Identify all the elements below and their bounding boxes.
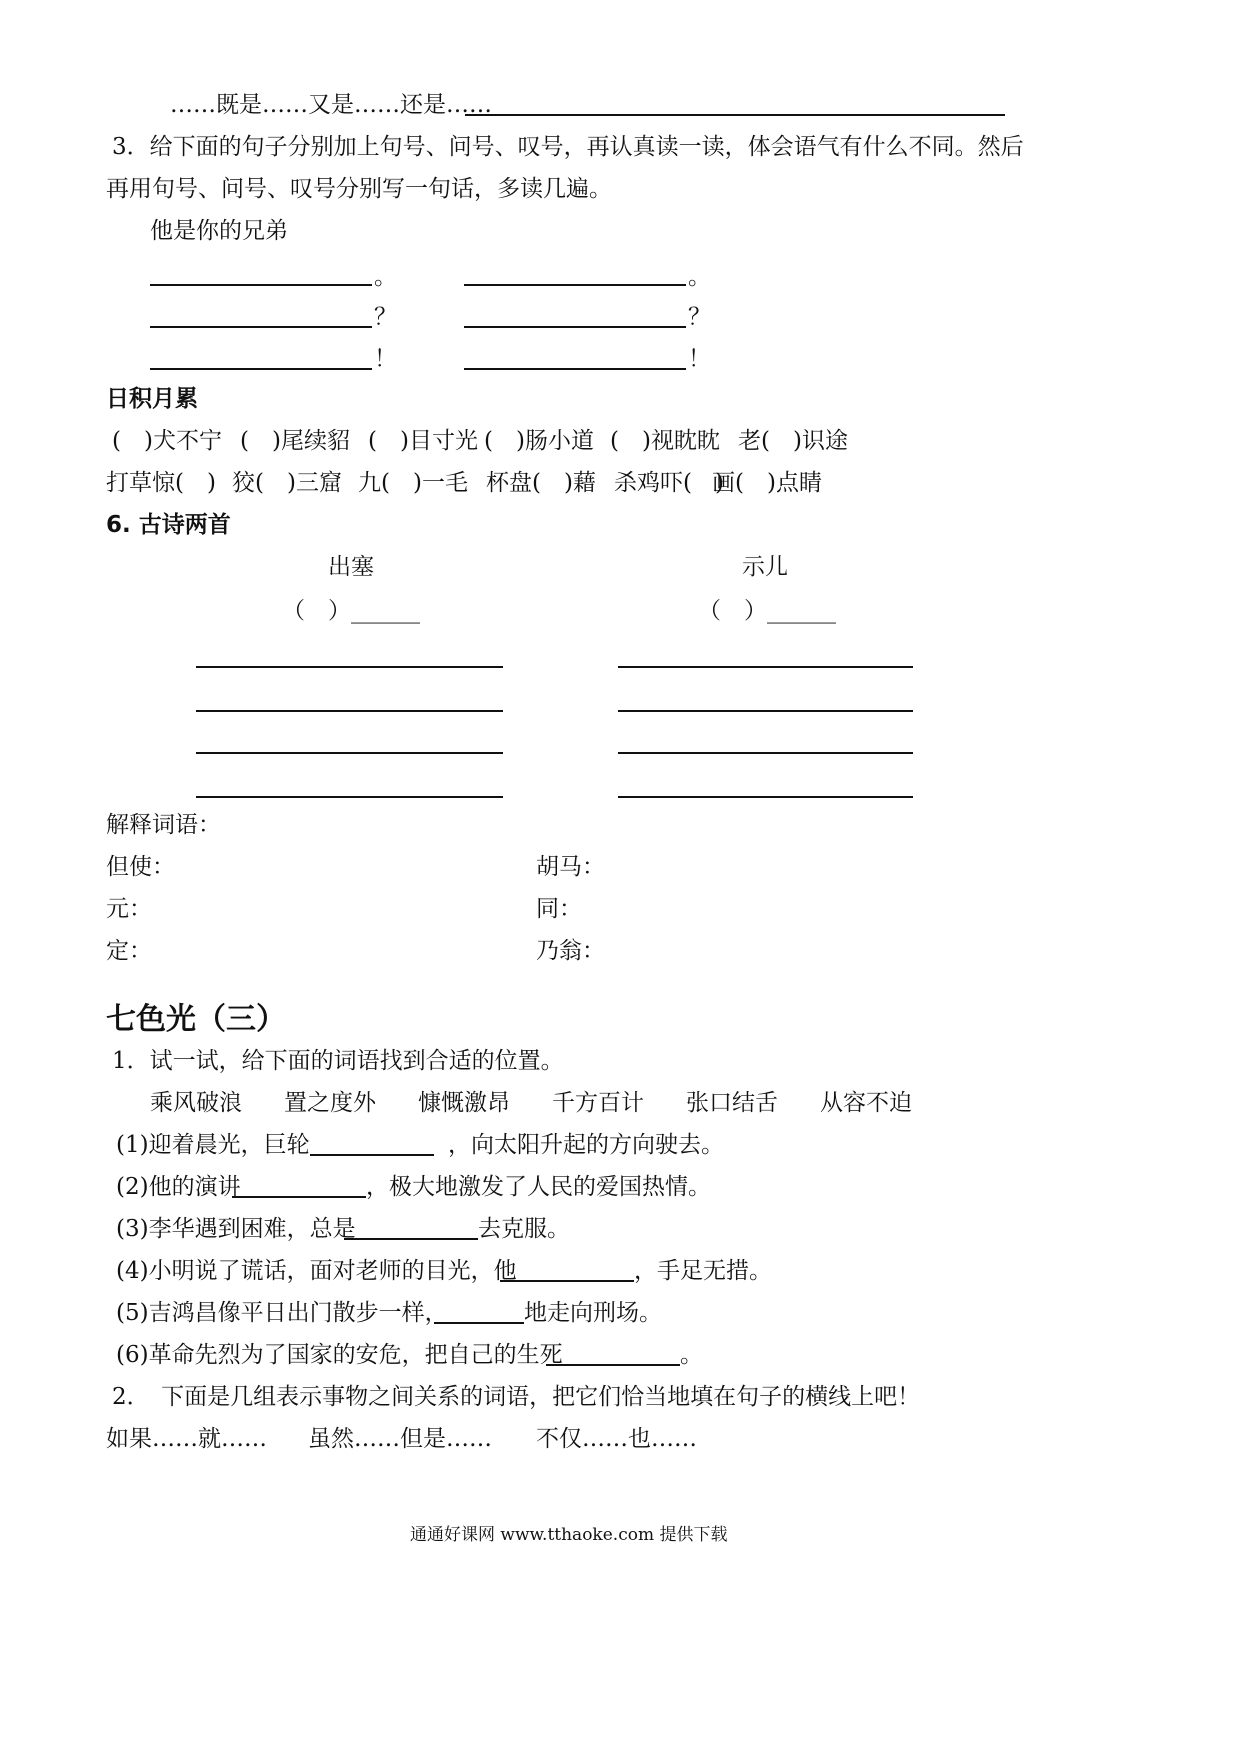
answer-line[interactable] [465, 114, 1005, 116]
q3-text-1: 3．给下面的句子分别加上句号、问号、叹号，再认真读一读，体会语气有什么不同。然后 [112, 134, 1024, 160]
answer-line[interactable] [150, 368, 372, 370]
word-choice: 慷慨激昂 [418, 1090, 510, 1116]
sentence-5-end: 地走向刑场。 [524, 1300, 662, 1326]
explain-label: 解释词语： [106, 812, 221, 838]
idiom-item: ( )肠小道 [484, 428, 594, 454]
blank-2[interactable] [232, 1196, 366, 1198]
poem-line[interactable] [196, 796, 503, 798]
poem-author-left: （ ）______ [282, 598, 420, 624]
section-title-qisheguang: 七色光（三） [106, 1002, 286, 1037]
blank-3[interactable] [344, 1238, 478, 1240]
explain-term: 定： [106, 938, 152, 964]
explain-term: 胡马： [536, 854, 605, 880]
poem-author-right: （ ）______ [698, 598, 836, 624]
explain-term: 元： [106, 896, 152, 922]
question-mark: ？ [374, 304, 397, 330]
sentence-2-end: ，极大地激发了人民的爱国热情。 [366, 1174, 711, 1200]
idiom-item: 打草惊( ) [106, 470, 216, 496]
answer-line[interactable] [464, 284, 686, 286]
sentence-5-start: (5)吉鸿昌像平日出门散步一样， [116, 1300, 448, 1326]
sentence-3-start: (3)李华遇到困难，总是 [116, 1216, 356, 1242]
blank-4[interactable] [500, 1280, 634, 1282]
section-title-riji: 日积月累 [106, 386, 198, 412]
answer-line[interactable] [150, 326, 372, 328]
sentence-4-end: ，手足无措。 [634, 1258, 772, 1284]
exclamation-mark: ！ [374, 346, 397, 372]
connective-pattern: ……既是……又是……还是…… [170, 92, 492, 118]
idiom-item: 杀鸡吓( ) [614, 470, 724, 496]
exclamation-mark: ！ [688, 346, 711, 372]
word-choice: 张口结舌 [686, 1090, 778, 1116]
poem-line[interactable] [618, 796, 913, 798]
q3-sentence: 他是你的兄弟 [150, 218, 288, 244]
question-mark: ？ [688, 304, 711, 330]
sentence-6-end: 。 [680, 1342, 703, 1368]
idiom-item: ( )犬不宁 [112, 428, 222, 454]
connective-item: 如果……就…… [106, 1426, 267, 1452]
word-choice: 乘风破浪 [150, 1090, 242, 1116]
idiom-item: 画( )点睛 [712, 470, 822, 496]
sentence-6-start: (6)革命先烈为了国家的安危，把自己的生死 [116, 1342, 563, 1368]
idiom-item: ( )目寸光 [368, 428, 478, 454]
period-mark: 。 [374, 264, 397, 290]
answer-line[interactable] [150, 284, 372, 286]
word-choice: 从容不迫 [820, 1090, 912, 1116]
explain-term: 乃翁： [536, 938, 605, 964]
blank-1[interactable] [310, 1154, 434, 1156]
answer-line[interactable] [464, 368, 686, 370]
explain-term: 但使： [106, 854, 175, 880]
poem-line[interactable] [196, 710, 503, 712]
sentence-1-start: (1)迎着晨光，巨轮 [116, 1132, 310, 1158]
answer-line[interactable] [464, 326, 686, 328]
connective-item: 虽然……但是…… [308, 1426, 492, 1452]
q3-text-2: 再用句号、问号、叹号分别写一句话，多读几遍。 [106, 176, 612, 202]
sentence-1-end: ，向太阳升起的方向驶去。 [448, 1132, 724, 1158]
sentence-4-start: (4)小明说了谎话，面对老师的目光，他 [116, 1258, 517, 1284]
word-choice: 置之度外 [284, 1090, 376, 1116]
idiom-item: ( )尾续貂 [240, 428, 350, 454]
idiom-item: 杯盘( )藉 [486, 470, 596, 496]
idiom-item: ( )视眈眈 [610, 428, 720, 454]
poem-line[interactable] [618, 752, 913, 754]
poem-line[interactable] [196, 752, 503, 754]
poem-line[interactable] [618, 710, 913, 712]
idiom-item: 老( )识途 [738, 428, 848, 454]
footer-credit: 通通好课网 www.tthaoke.com 提供下载 [410, 1525, 728, 1545]
blank-6[interactable] [546, 1364, 680, 1366]
poem-title-right: 示儿 [742, 554, 788, 580]
poem-line[interactable] [196, 666, 503, 668]
section-title-poems: 6. 古诗两首 [106, 512, 231, 538]
period-mark: 。 [688, 264, 711, 290]
blank-5[interactable] [434, 1322, 524, 1324]
poem-line[interactable] [618, 666, 913, 668]
idiom-item: 九( )一毛 [358, 470, 468, 496]
sentence-3-end: 去克服。 [478, 1216, 570, 1242]
poem-title-left: 出塞 [328, 554, 374, 580]
connective-item: 不仅……也…… [536, 1426, 697, 1452]
q1-title: 1．试一试，给下面的词语找到合适的位置。 [112, 1048, 564, 1074]
q2-title: 2． 下面是几组表示事物之间关系的词语，把它们恰当地填在句子的横线上吧！ [112, 1384, 921, 1410]
explain-term: 同： [536, 896, 582, 922]
word-choice: 千方百计 [552, 1090, 644, 1116]
sentence-2-start: (2)他的演讲 [116, 1174, 241, 1200]
idiom-item: 狡( )三窟 [232, 470, 342, 496]
